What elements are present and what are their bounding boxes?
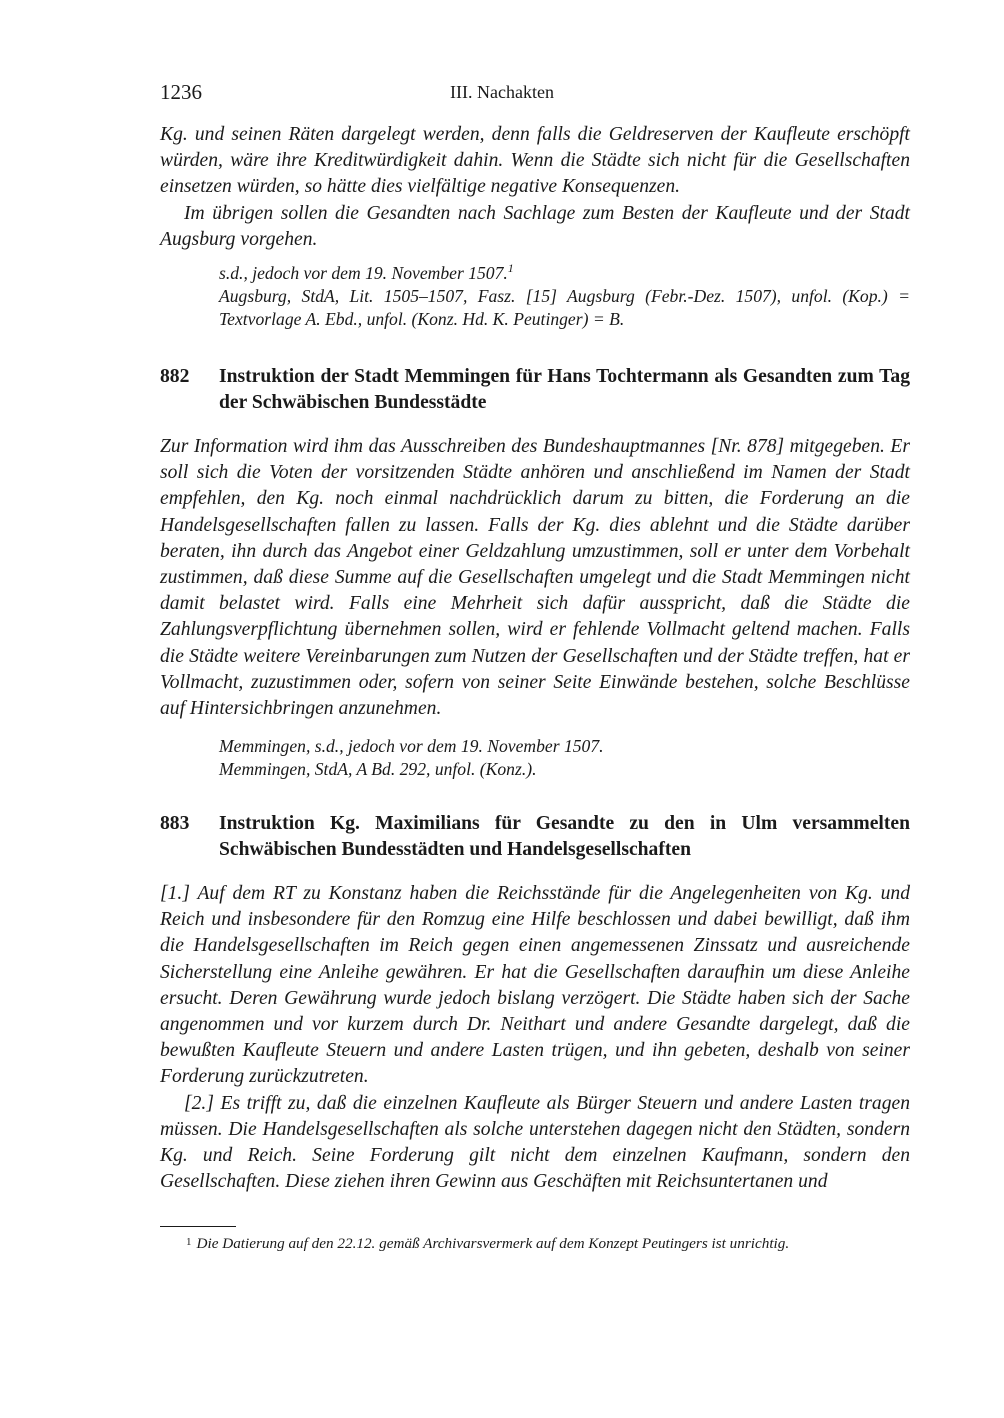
running-title: III. Nachakten — [450, 82, 554, 102]
footnote-reference: 1 — [507, 261, 514, 275]
intro-source-archive: Augsburg, StdA, Lit. 1505–1507, Fasz. [15] Augsburg (Febr.-Dez. 1507), unfol. (Kop.) = Textvorlage A. Ebd., unfol. (Konz. Hd. K. Peutinger) = B. — [219, 286, 910, 329]
entry-883-text — [160, 881, 910, 1195]
entry-number: 883 — [160, 813, 190, 834]
entry-title: Instruktion der Stadt Memmingen für Hans Tochtermann als Gesandten zum Tag der Schwäbischen Bundesstädte — [219, 366, 910, 413]
intro-source-date: s.d., jedoch vor dem 19. November 1507. — [219, 263, 508, 283]
entry-882-source-archive: Memmingen, StdA, A Bd. 292, unfol. (Konz.). — [219, 759, 537, 779]
intro-text — [160, 122, 910, 253]
footnote — [186, 1232, 910, 1254]
entry-883-paragraph-2: [2.] Es trifft zu, daß die einzelnen Kaufleute als Bürger Steuern und andere Lasten tragen müssen. Die Handelsgesellschaften als solche unterstehen dagegen nicht den Städten, sondern Kg. und Reich. Seine Forderung gilt nicht dem einzelnen Kaufmann, sondern den Gesellschaften. Diese ziehen ihren Gewinn aus Geschäften mit Reichsuntertanen und — [160, 1092, 910, 1193]
intro-source — [219, 262, 910, 331]
entry-882-source-date: Memmingen, s.d., jedoch vor dem 19. November 1507. — [219, 736, 604, 756]
page-number: 1236 — [160, 80, 202, 104]
entry-882-source — [219, 735, 910, 781]
footnote-mark: 1 — [186, 1236, 192, 1248]
entry-883-paragraph-1: [1.] Auf dem RT zu Konstanz haben die Reichsstände für die Angelegenheiten von Kg. und Reich und insbesondere für den Romzug eine Hilfe beschlossen und dabei bewilligt, daß ihm die Handelsgesellschaften im Reich gegen einen angemessenen Zinssatz und ausreichende Sicherstellung eine Anleihe gewähren. Er hat die Gesellschaften daraufhin um diese Anleihe ersucht. Deren Gewährung wurde jedoch bislang verzögert. Die Städte haben sich der Sache angenommen und vor kurzem durch Dr. Neithart und andere Gesandte dargelegt, daß die bewußten Kaufleute Steuern und andere Lasten trügen, und ihn gebeten, deshalb von seiner Forderung zurückzutreten. — [160, 883, 910, 1088]
footnote-separator — [160, 1226, 236, 1227]
intro-paragraph-2: Im übrigen sollen die Gesandten nach Sachlage zum Besten der Kaufleute und der Stadt Augsburg vorgehen. — [160, 202, 910, 250]
entry-title: Instruktion Kg. Maximilians für Gesandte zu den in Ulm versammelten Schwäbischen Bundesstädten und Handelsgesellschaften — [219, 813, 910, 860]
footnote-text: Die Datierung auf den 22.12. gemäß Archivarsvermerk auf dem Konzept Peutingers ist unrichtig. — [196, 1235, 790, 1252]
entry-882-text — [160, 434, 910, 722]
intro-paragraph-1: Kg. und seinen Räten dargelegt werden, denn falls die Geldreserven der Kaufleute erschöpft würden, wäre ihre Kreditwürdigkeit dahin. Wenn die Städte sich nicht für die Gesellschaften einsetzen würden, so hätte dies vielfältige negative Konsequenzen. — [160, 124, 910, 198]
entry-882-paragraph: Zur Information wird ihm das Ausschreiben des Bundeshauptmannes [Nr. 878] mitgegeben. Er soll sich die Voten der vorsitzenden Städte anhören und anschließend im Namen der Stadt empfehlen, den Kg. noch einmal nachdrücklich darum zu bitten, die Forderung an die Handelsgesellschaften fallen zu lassen. Falls der Kg. dies ablehnt und die Städte darüber beraten, ihn durch das Angebot einer Geldzahlung umzustimmen, soll er unter dem Vorbehalt zustimmen, daß diese Summe auf die Gesellschaften umgelegt und die Stadt Memmingen nicht damit belastet wird. Falls eine Mehrheit sich dafür ausspricht, daß die Städte die Zahlungsverpflichtung übernehmen sollen, wird er fehlende Vollmacht geltend machen. Falls die Städte weitere Vereinbarungen zum Nutzen der Gesellschaften und der Städte treffen, hat er Vollmacht, zuzustimmen oder, sofern von seiner Seite Einwände bestehen, solche Beschlüsse auf Hintersichbringen anzunehmen. — [160, 436, 910, 720]
entry-number: 882 — [160, 366, 190, 387]
